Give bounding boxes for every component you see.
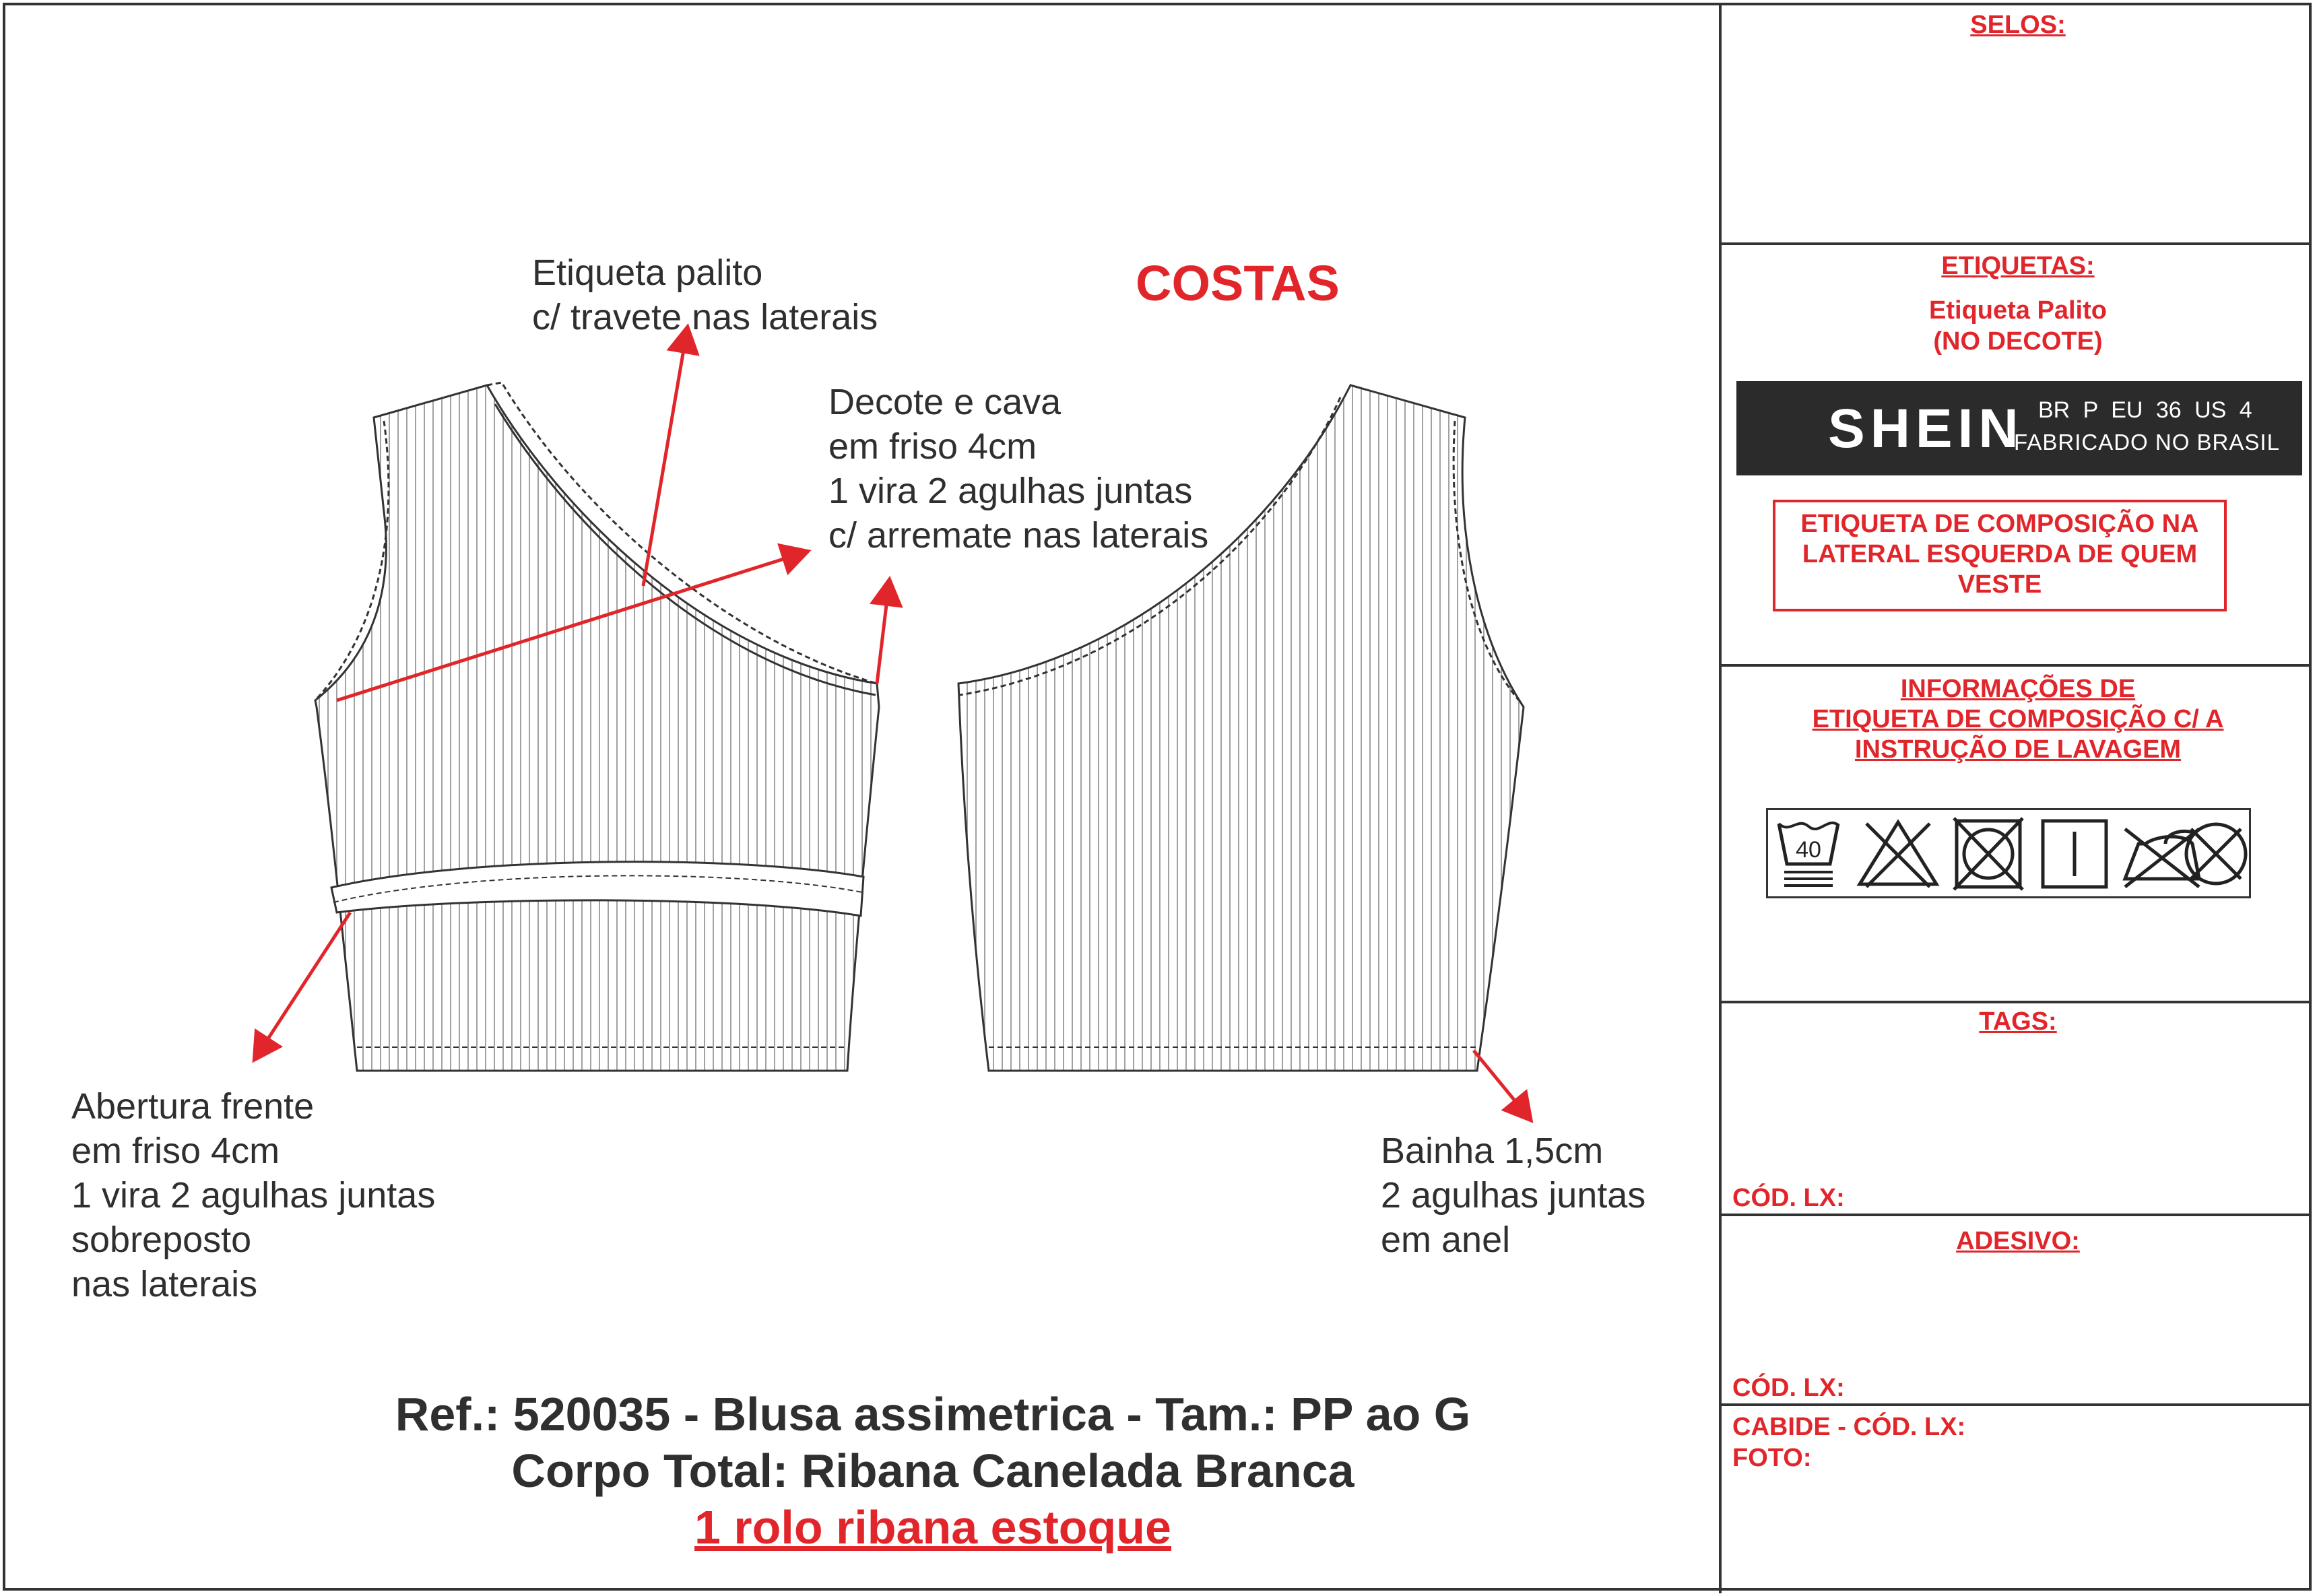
fabric-description: Corpo Total: Ribana Canelada Branca: [511, 1444, 1355, 1497]
sidebar-separator: [1722, 1213, 2312, 1216]
care-symbols: [1766, 808, 2251, 898]
svg-text:40: 40: [1796, 837, 1821, 863]
note-abertura-frente: Abertura frente em friso 4cm 1 vira 2 agulhas juntas sobreposto nas laterais: [71, 1086, 436, 1304]
no-dry-clean-icon: [2179, 817, 2253, 891]
sidebar-separator: [1722, 242, 2312, 245]
sidebar-divider: [1719, 3, 1722, 1593]
shein-size-line: BR P EU 36 US 4: [2038, 397, 2252, 423]
sidebar-separator: [1722, 1001, 2312, 1003]
arrow-cava: [877, 583, 889, 684]
note-bainha: Bainha 1,5cm 2 agulhas juntas em anel: [1381, 1131, 1646, 1260]
sidebar-separator: [1722, 664, 2312, 667]
cabide-cod-lx: CABIDE - CÓD. LX:: [1732, 1413, 1966, 1441]
etiquetas-title: ETIQUETAS:: [1941, 252, 2095, 280]
arrow-bainha: [1474, 1051, 1529, 1118]
cod-lx-adesivo: CÓD. LX:: [1732, 1374, 1845, 1402]
info-title-line3: INSTRUÇÃO DE LAVAGEM: [1854, 735, 2182, 764]
info-title-line1: INFORMAÇÕES DE: [1900, 675, 2136, 703]
costas-label: COSTAS: [1136, 255, 1340, 311]
composition-label-box: ETIQUETA DE COMPOSIÇÃO NA LATERAL ESQUERDA DE QUEM VESTE: [1773, 500, 2227, 611]
selos-title: SELOS:: [1970, 11, 2066, 39]
line-dry-icon: [2037, 817, 2112, 891]
shein-logo: SHEIN: [1828, 398, 2024, 459]
foto-label: FOTO:: [1732, 1444, 1812, 1472]
shein-label: [1736, 381, 2302, 475]
note-decote-cava: Decote e cava em friso 4cm 1 vira 2 agulhas juntas c/ arremate nas laterais: [828, 382, 1209, 556]
front-view: [315, 383, 879, 1071]
cod-lx-tags: CÓD. LX:: [1732, 1184, 1845, 1212]
no-decote-label: (NO DECOTE): [1933, 327, 2103, 356]
no-bleach-icon: [1854, 817, 1942, 891]
note-etiqueta-palito: Etiqueta palito c/ travete nas laterais: [532, 253, 878, 337]
tags-title: TAGS:: [1979, 1007, 2057, 1036]
no-tumble-dry-icon: [1951, 817, 2025, 891]
front-body: [315, 385, 879, 1071]
arrow-abertura: [256, 912, 350, 1057]
info-title-line2: ETIQUETA DE COMPOSIÇÃO C/ A: [1812, 705, 2224, 733]
etiqueta-palito-label: Etiqueta Palito: [1929, 296, 2107, 325]
adesivo-title: ADESIVO:: [1956, 1227, 2080, 1255]
fabric-stock-note: 1 rolo ribana estoque: [694, 1501, 1171, 1554]
shein-made-in: FABRICADO NO BRASIL: [2014, 430, 2280, 455]
reference-title: Ref.: 520035 - Blusa assimetrica - Tam.: PP ao G: [395, 1388, 1471, 1440]
arrow-etiqueta: [643, 330, 687, 586]
sidebar-separator: [1722, 1403, 2312, 1406]
wash-40-icon: [1775, 817, 1842, 891]
